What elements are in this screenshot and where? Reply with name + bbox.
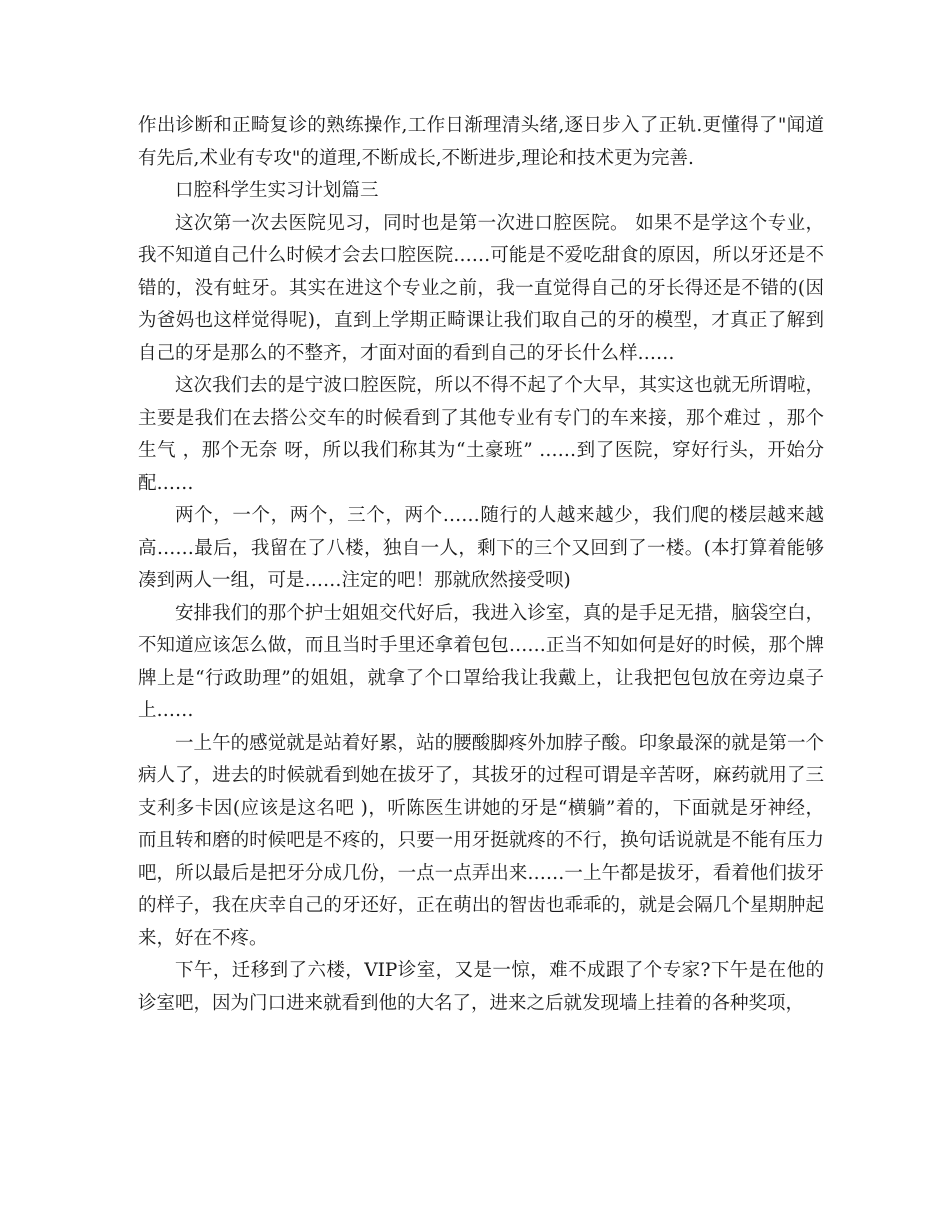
paragraph-assignment: 两个，一个，两个，三个，两个……随行的人越来越少，我们爬的楼层越来越高……最后，我留在了八楼，独自一人，剩下的三个又回到了一楼。(本打算着能够凑到两人一组，可是……注定的吧！那就欣然接受呗) [138,505,824,591]
section-heading: 口腔科学生实习计划篇三 [175,180,379,201]
document-body [138,110,824,1020]
paragraph-continuation: 作出诊断和正畸复诊的熟练操作,工作日渐理清头绪,逐日步入了正轨.更懂得了"闻道有先后,术业有专攻"的道理,不断成长,不断进步,理论和技术更为完善. [138,115,824,169]
paragraph-morning: 一上午的感觉就是站着好累，站的腰酸脚疼外加脖子酸。印象最深的就是第一个病人了，进去的时候就看到她在拔牙了，其拔牙的过程可谓是辛苦呀，麻药就用了三支利多卡因(应该是这名吧 )，听陈医生讲她的牙是“横躺”着的，下面就是牙神经，而且转和磨的时候吧是不疼的，只要一用牙挺就疼的不行，换句话说就是不能有压力吧，所以最后是把牙分成几份，一点一点弄出来……一上午都是拔牙，看着他们拔牙的样子，我在庆幸自己的牙还好，正在萌出的智齿也乖乖的，就是会隔几个星期肿起来，好在不疼。 [138,732,824,949]
paragraph-hospital-trip: 这次我们去的是宁波口腔医院，所以不得不起了个大早，其实这也就无所谓啦，主要是我们在去搭公交车的时候看到了其他专业有专门的车来接，那个难过 ，那个生气 ，那个无奈 呀，所以我们称其为“土豪班” ……到了医院，穿好行头，开始分配…… [138,375,824,494]
paragraph-afternoon: 下午，迁移到了六楼，VIP诊室，又是一惊，难不成跟了个专家?下午是在他的诊室吧，因为门口进来就看到他的大名了，进来之后就发现墙上挂着的各种奖项， [138,960,824,1014]
paragraph-first-visit: 这次第一次去医院见习，同时也是第一次进口腔医院。 如果不是学这个专业，我不知道自己什么时候才会去口腔医院……可能是不爱吃甜食的原因，所以牙还是不错的，没有蛀牙。其实在进这个专业之前，我一直觉得自己的牙长得还是不错的(因为爸妈也这样觉得呢)，直到上学期正畸课让我们取自己的牙的模型，才真正了解到自己的牙是那么的不整齐，才面对面的看到自己的牙长什么样…… [138,212,824,364]
paragraph-nurse: 安排我们的那个护士姐姐交代好后，我进入诊室，真的是手足无措，脑袋空白，不知道应该怎么做，而且当时手里还拿着包包……正当不知如何是好的时候，那个牌牌上是“行政助理”的姐姐，就拿了个口罩给我让我戴上，让我把包包放在旁边桌子上…… [138,602,824,721]
